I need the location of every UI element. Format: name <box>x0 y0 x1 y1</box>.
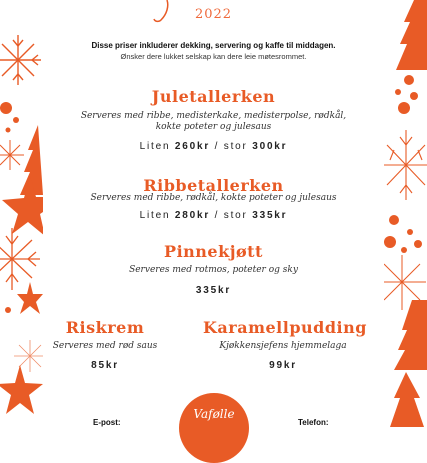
dish-desc-pinnekjott: Serveres med rotmos, poteter og sky <box>129 265 298 275</box>
dish-karamellpudding <box>203 318 367 371</box>
price-large: 300kr <box>252 141 288 152</box>
price-prefix: Liten <box>139 141 175 152</box>
price-large: 335kr <box>252 210 288 221</box>
logo-text: Vafølle <box>193 407 235 421</box>
phone-label: Telefon: <box>298 418 329 427</box>
price-prefix: Liten <box>139 210 175 221</box>
dish-title-karamellpudding: Karamellpudding <box>203 318 367 337</box>
dish-price-karamellpudding <box>203 360 363 371</box>
left-decorative-border <box>0 0 43 427</box>
dish-riskrem <box>43 318 167 371</box>
star-icon <box>17 282 43 314</box>
dish-title-juletallerken: Juletallerken <box>151 87 276 106</box>
dish-price-riskrem <box>43 360 167 371</box>
dish-price-ribbetallerken <box>43 210 384 221</box>
dish-desc-juletallerken-1: Serveres med ribbe, medisterkake, medisterpolse, rødkål, <box>80 111 347 121</box>
price-value: 99kr <box>269 360 297 371</box>
tree-icon <box>394 300 427 370</box>
snowflake-icon <box>0 35 41 85</box>
private-room-note: Ønsker dere lukket selskap kan dere leie møtesrommet. <box>120 52 307 61</box>
dish-title-ribbetallerken: Ribbetallerken <box>143 176 284 195</box>
snowflake-icon <box>0 140 24 170</box>
price-separator: / stor <box>210 210 253 221</box>
tree-icon <box>390 372 424 427</box>
price-value: 85kr <box>91 360 119 371</box>
dish-desc-karamellpudding: Kjøkkensjefens hjemmelaga <box>219 341 347 351</box>
star-icon <box>0 365 43 414</box>
price-small: 260kr <box>174 141 211 152</box>
menu-content <box>43 0 384 427</box>
dish-price-juletallerken <box>43 141 384 152</box>
dish-title-pinnekjott: Pinnekjøtt <box>164 242 263 261</box>
price-small: 280kr <box>174 210 211 221</box>
right-decorative-border <box>384 0 427 427</box>
logo <box>179 393 249 463</box>
price-value: 335kr <box>195 285 232 296</box>
price-separator: / stor <box>210 141 253 152</box>
snowflake-icon <box>384 130 427 200</box>
dish-desc-riskrem: Serveres med rød saus <box>52 341 158 351</box>
pricing-note: Disse priser inkluderer dekking, servering og kaffe til middagen. <box>91 41 336 50</box>
snowflake-icon <box>0 228 40 290</box>
year: 2022 <box>194 7 233 22</box>
dish-title-riskrem: Riskrem <box>65 318 145 337</box>
email-label: E-post: <box>93 418 121 427</box>
dish-desc-juletallerken-2: kokte poteter og julesaus <box>155 122 272 132</box>
tree-icon <box>396 0 427 70</box>
dish-price-pinnekjott <box>43 285 384 296</box>
snowflake-icon <box>14 340 43 372</box>
dish-desc-ribbetallerken: Serveres med ribbe, rødkål, kokte poteter og julesaus <box>90 193 337 203</box>
